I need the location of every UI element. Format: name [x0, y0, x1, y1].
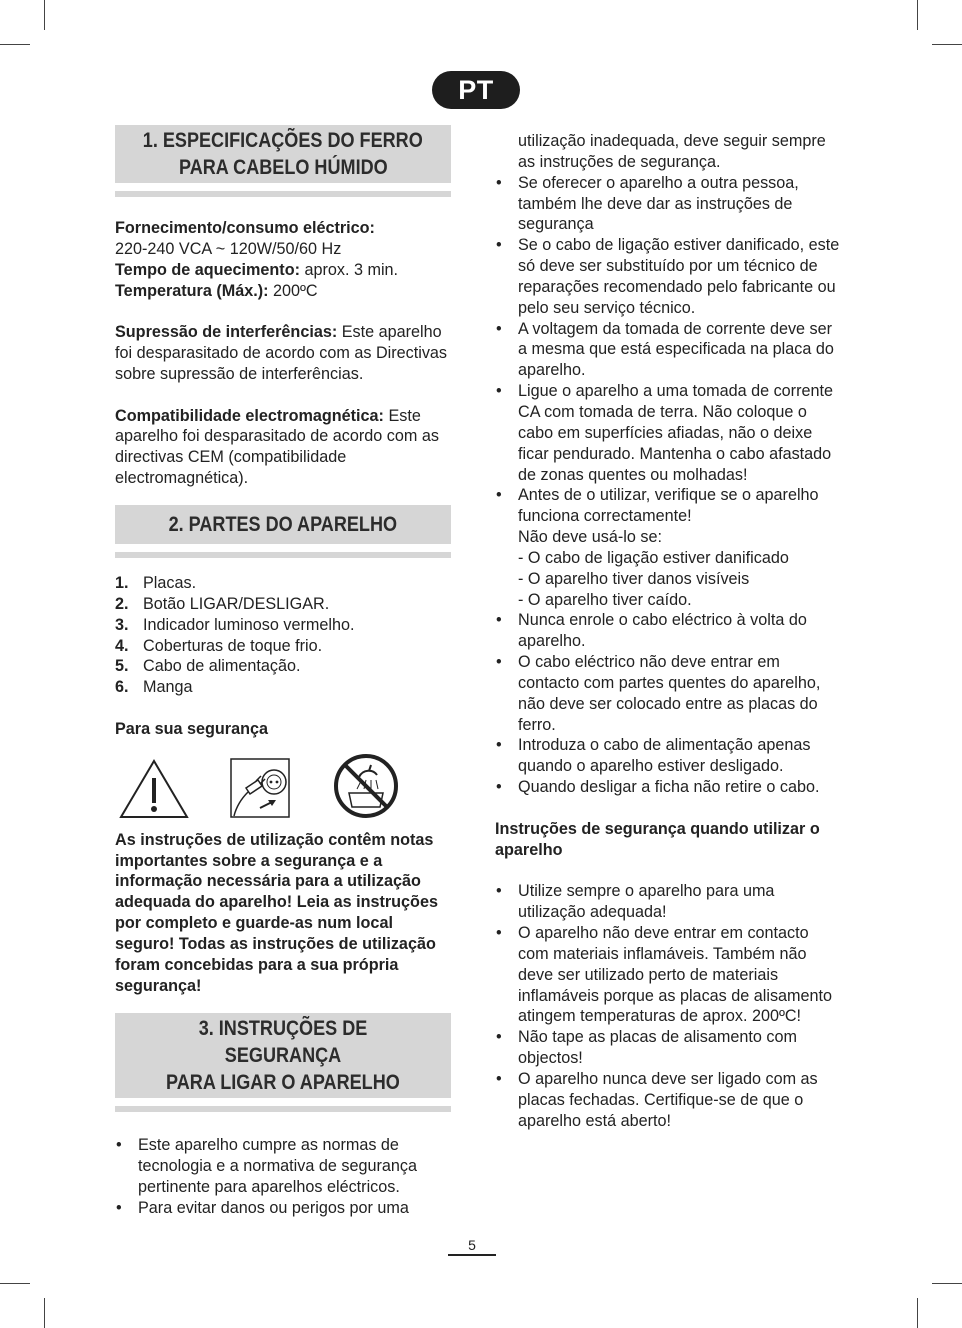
list-item: • Introduza o cabo de alimentação apenas quando o aparelho estiver desligado.	[495, 735, 840, 777]
plug-socket-icon	[230, 758, 292, 820]
safety-note: As instruções de utilização contêm notas importantes sobre a segurança e a informação necessária para a utilização adequada do aparelho! Leia as instruções por completo e guarde-as num local seguro! Todas as instruções de utilização foram concebidas para a sua própria segurança!	[115, 830, 438, 995]
right-column	[495, 131, 840, 1132]
crop-mark	[917, 0, 918, 30]
usage-safety-list	[495, 881, 840, 1131]
connection-safety-list	[115, 1135, 451, 1218]
supply-label: Fornecimento/consumo eléctrico:	[115, 219, 375, 237]
crop-mark	[932, 44, 962, 45]
part-item: 1. Placas.	[115, 573, 197, 592]
interference-text: Este aparelho foi desparasitado de acordo com as Directivas sobre supressão de interferências.	[115, 323, 448, 383]
check-item: - O cabo de ligação estiver danificado	[518, 548, 789, 567]
section3-title-line1: 3. INSTRUÇÕES DE SEGURANÇA	[198, 1017, 368, 1068]
list-item: • O cabo eléctrico não deve entrar em contacto com partes quentes do aparelho, não deve ser colocado entre as placas do ferro.	[495, 652, 840, 735]
left-column	[115, 125, 451, 1219]
check-intro: Antes de o utilizar, verifique se o aparelho funciona correctamente!	[518, 486, 819, 526]
safety-icons	[115, 756, 451, 826]
check-item: - O aparelho tiver caído.	[518, 590, 692, 609]
list-item: • O aparelho não deve entrar em contacto com materiais inflamáveis. Também não deve ser utilizado perto de materiais inflamáveis porque as placas de alisamento atingem temperaturas de aprox. 200ºC!	[495, 923, 840, 1027]
usage-safety-title: Instruções de segurança quando utilizar o aparelho	[495, 819, 820, 859]
warning-triangle-icon	[118, 758, 190, 820]
safety-title: Para sua segurança	[115, 719, 268, 738]
continuation-text: utilização inadequada, deve seguir sempre as instruções de segurança.	[518, 132, 826, 171]
crop-mark	[917, 1298, 918, 1328]
check-item: - O aparelho tiver danos visíveis	[518, 569, 750, 588]
part-item: 2. Botão LIGAR/DESLIGAR.	[115, 594, 330, 613]
parts-list	[115, 573, 451, 698]
connection-safety-list-cont	[495, 173, 840, 798]
section2-heading	[115, 505, 451, 558]
page-number: 5	[468, 1237, 476, 1253]
list-item: • Se o cabo de ligação estiver danificado, este só deve ser substituído por um técnico de reparações recomendado pelo fabricante ou pelo seu serviço técnico.	[495, 235, 840, 318]
section2-title: 2. PARTES DO APARELHO	[168, 512, 398, 536]
page-number-underline	[448, 1254, 496, 1256]
crop-mark	[0, 44, 30, 45]
interference-label: Supressão de interferências:	[115, 323, 338, 342]
part-item: 3. Indicador luminoso vermelho.	[115, 615, 355, 634]
list-item: • Nunca enrole o cabo eléctrico à volta do aparelho.	[495, 610, 840, 652]
crop-mark	[44, 0, 45, 30]
section3-heading	[115, 1013, 451, 1112]
list-item: • Este aparelho cumpre as normas de tecnologia e a normativa de segurança pertinente para aparelhos eléctricos.	[115, 1135, 451, 1198]
power-spec	[115, 218, 451, 301]
temp-value: 200ºC	[268, 281, 318, 300]
crop-mark	[0, 1283, 30, 1284]
emc-paragraph	[115, 406, 451, 489]
list-item: • Se oferecer o aparelho a outra pessoa, também lhe deve dar as instruções de segurança	[495, 173, 840, 236]
crop-mark	[44, 1298, 45, 1328]
section1-heading	[115, 125, 451, 197]
supply-value: 220-240 VCA ~ 120W/50/60 Hz	[115, 239, 342, 258]
check-no-use: Não deve usá-lo se:	[518, 528, 662, 547]
part-item: 4. Coberturas de toque frio.	[115, 636, 323, 655]
crop-mark	[932, 1283, 962, 1284]
part-item: 5. Cabo de alimentação.	[115, 657, 301, 676]
emc-text: Este aparelho foi desparasitado de acordo com as directivas CEM (compatibilidade electromagnética).	[115, 406, 439, 488]
section1-title-line2: PARA CABELO HÚMIDO	[178, 156, 388, 179]
list-item: • Utilize sempre o aparelho para uma utilização adequada!	[495, 881, 840, 923]
interference-paragraph	[115, 322, 451, 385]
section1-title-line1: 1. ESPECIFICAÇÕES DO FERRO	[143, 129, 423, 152]
language-badge: PT	[432, 71, 520, 109]
list-item: • Quando desligar a ficha não retire o cabo.	[495, 777, 840, 798]
list-item: • A voltagem da tomada de corrente deve ser a mesma que está especificada na placa do aparelho.	[495, 319, 840, 382]
list-item: • Não tape as placas de alisamento com objectos!	[495, 1027, 840, 1069]
list-item	[495, 485, 840, 610]
list-item: • O aparelho nunca deve ser ligado com as placas fechadas. Certifique-se de que o aparelho está aberto!	[495, 1069, 840, 1132]
no-shower-icon	[333, 753, 399, 819]
list-item: • Ligue o aparelho a uma tomada de corrente CA com tomada de terra. Não coloque o cabo em superfícies afiadas, não o deixe ficar pendurado. Mantenha o cabo afastado de zonas quentes ou molhadas!	[495, 381, 840, 485]
heat-value: aprox. 3 min.	[299, 260, 399, 279]
list-item: • Para evitar danos ou perigos por uma	[115, 1198, 451, 1219]
heat-label: Tempo de aquecimento:	[115, 260, 300, 279]
part-item: 6. Manga	[115, 678, 193, 697]
temp-label: Temperatura (Máx.):	[115, 281, 269, 300]
emc-label: Compatibilidade electromagnética:	[115, 406, 384, 425]
section3-title-line2: PARA LIGAR O APARELHO	[166, 1071, 400, 1095]
